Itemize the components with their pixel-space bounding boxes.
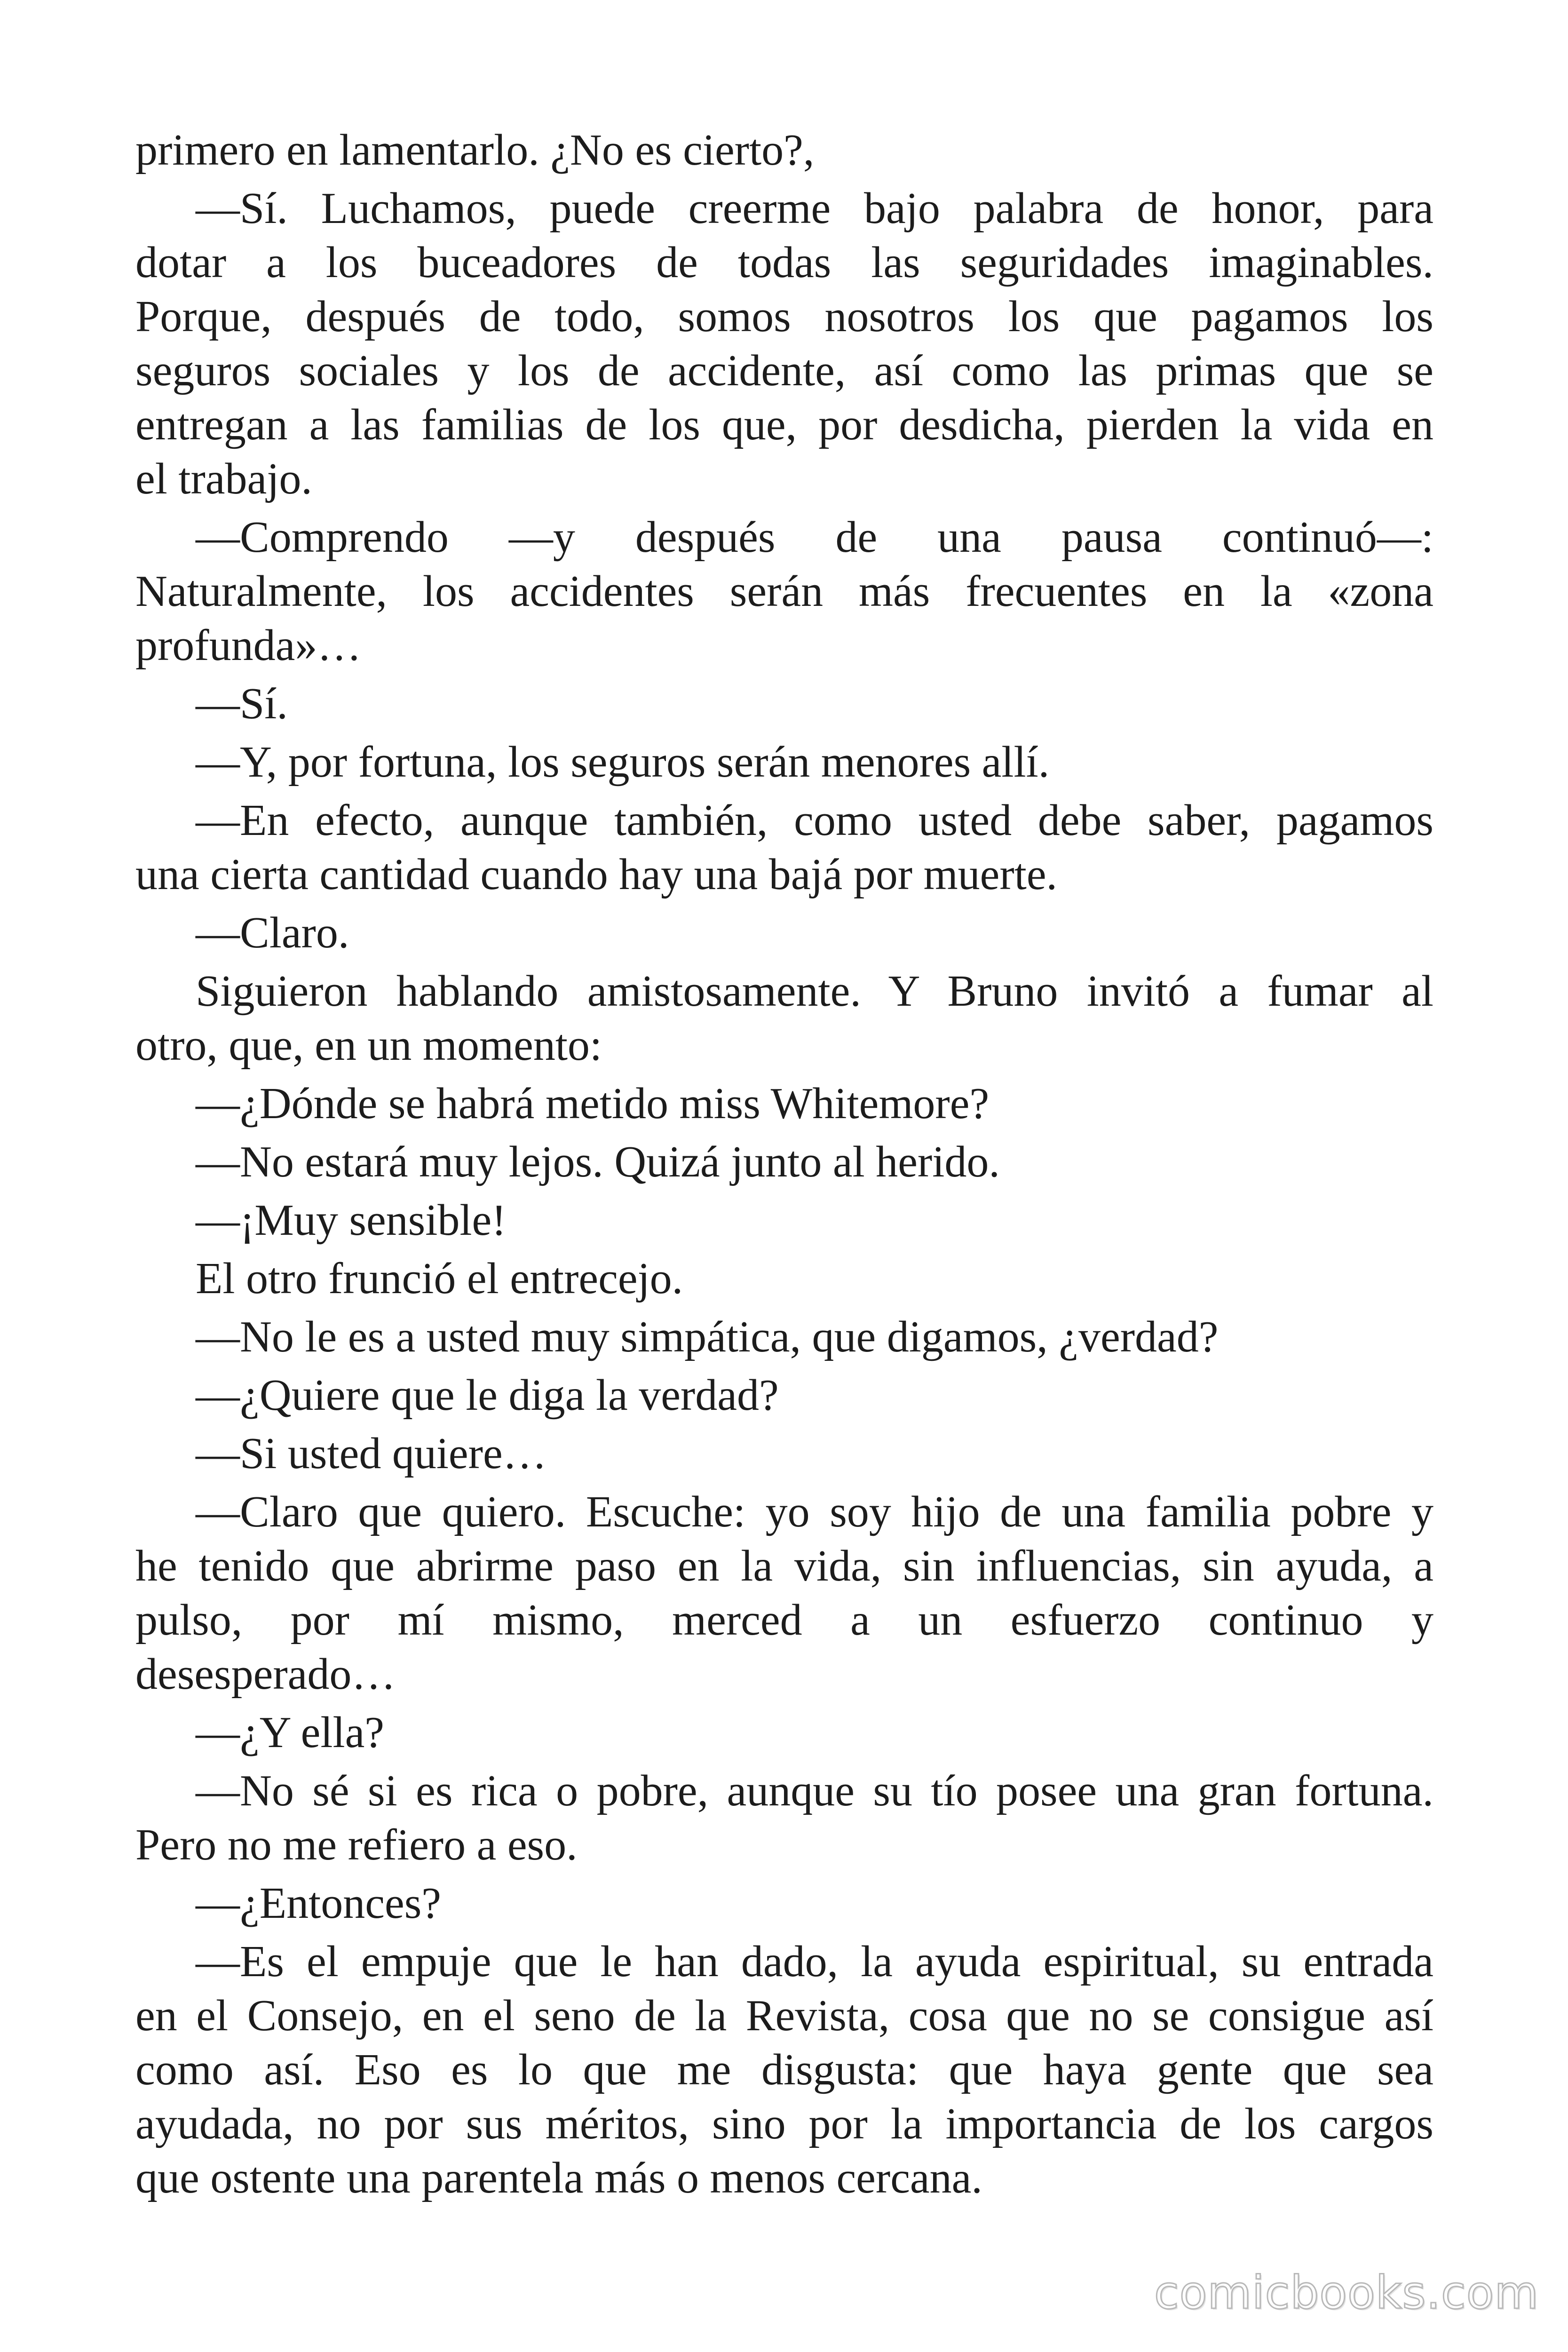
text-line: —¿Entonces? — [196, 1879, 442, 1928]
text-line: entregan a las familias de los que, por desdicha, pierden la vida en — [135, 400, 1433, 449]
text-line: —Es el empuje que le han dado, la ayuda espiritual, su entrada — [196, 1937, 1433, 1986]
text-line: otro, que, en un momento: — [135, 1021, 602, 1070]
paragraph — [135, 1310, 1433, 1364]
text-line: Siguieron hablando amistosamente. Y Bruno invitó a fumar al — [196, 967, 1433, 1016]
paragraph — [135, 1876, 1433, 1931]
paragraph — [135, 1485, 1433, 1701]
text-line: El otro frunció el entrecejo. — [196, 1254, 683, 1303]
text-line: —No le es a usted muy simpática, que digamos, ¿verdad? — [196, 1312, 1219, 1361]
text-line: pulso, por mí mismo, merced a un esfuerzo continuo y — [135, 1596, 1433, 1645]
text-line: ayudada, no por sus méritos, sino por la importancia de los cargos — [135, 2099, 1433, 2148]
text-line: —Sí. Luchamos, puede creerme bajo palabra de honor, para — [196, 184, 1433, 233]
text-line: he tenido que abrirme paso en la vida, sin influencias, sin ayuda, a — [135, 1542, 1433, 1590]
body-text — [135, 123, 1433, 2205]
text-line: —Y, por fortuna, los seguros serán menores allí. — [196, 738, 1050, 787]
continuation-line: primero en lamentarlo. ¿No es cierto?, — [135, 126, 815, 175]
paragraph — [135, 1252, 1433, 1306]
text-line: —No estará muy lejos. Quizá junto al herido. — [196, 1137, 1000, 1186]
text-line: una cierta cantidad cuando hay una bajá por muerte. — [135, 850, 1058, 899]
paragraph — [135, 1935, 1433, 2205]
text-line: —¿Quiere que le diga la verdad? — [196, 1371, 779, 1420]
text-line: que ostente una parentela más o menos cercana. — [135, 2153, 982, 2202]
paragraph — [135, 906, 1433, 960]
watermark: comicbooks.com — [1154, 2266, 1539, 2319]
paragraph — [135, 1368, 1433, 1422]
paragraph — [135, 510, 1433, 673]
text-line: como así. Eso es lo que me disgusta: que haya gente que sea — [135, 2045, 1433, 2094]
text-line: —Claro. — [196, 908, 349, 957]
paragraph — [135, 1706, 1433, 1760]
text-line: profunda»… — [135, 621, 362, 670]
paragraph — [135, 794, 1433, 902]
text-line: Pero no me refiero a eso. — [135, 1820, 578, 1869]
text-line: —¿Dónde se habrá metido miss Whitemore? — [196, 1079, 990, 1128]
paragraph — [135, 1135, 1433, 1189]
text-line: —¿Y ella? — [196, 1708, 385, 1757]
paragraph — [135, 1077, 1433, 1131]
paragraph — [135, 1764, 1433, 1872]
text-line: dotar a los buceadores de todas las seguridades imaginables. — [135, 238, 1433, 287]
paragraph — [135, 1427, 1433, 1481]
text-line: Naturalmente, los accidentes serán más frecuentes en la «zona — [135, 567, 1433, 616]
text-line: el trabajo. — [135, 454, 312, 503]
paragraph — [135, 964, 1433, 1073]
text-line: —Sí. — [196, 679, 288, 728]
paragraph — [135, 1193, 1433, 1248]
text-line: —Si usted quiere… — [196, 1429, 547, 1478]
text-line: Porque, después de todo, somos nosotros los que pagamos los — [135, 292, 1433, 341]
text-line: seguros sociales y los de accidente, así como las primas que se — [135, 346, 1433, 395]
text-line: desesperado… — [135, 1650, 396, 1699]
text-line: en el Consejo, en el seno de la Revista, cosa que no se consigue así — [135, 1991, 1433, 2040]
text-line: —¡Muy sensible! — [196, 1196, 507, 1245]
text-line: —Claro que quiero. Escuche: yo soy hijo de una familia pobre y — [196, 1487, 1433, 1536]
text-line: —Comprendo —y después de una pausa continuó—: — [196, 513, 1433, 562]
text-line: —No sé si es rica o pobre, aunque su tío posee una gran fortuna. — [196, 1766, 1433, 1815]
paragraph — [135, 182, 1433, 506]
text-line: —En efecto, aunque también, como usted debe saber, pagamos — [196, 796, 1433, 845]
paragraph — [135, 735, 1433, 789]
paragraph — [135, 677, 1433, 731]
